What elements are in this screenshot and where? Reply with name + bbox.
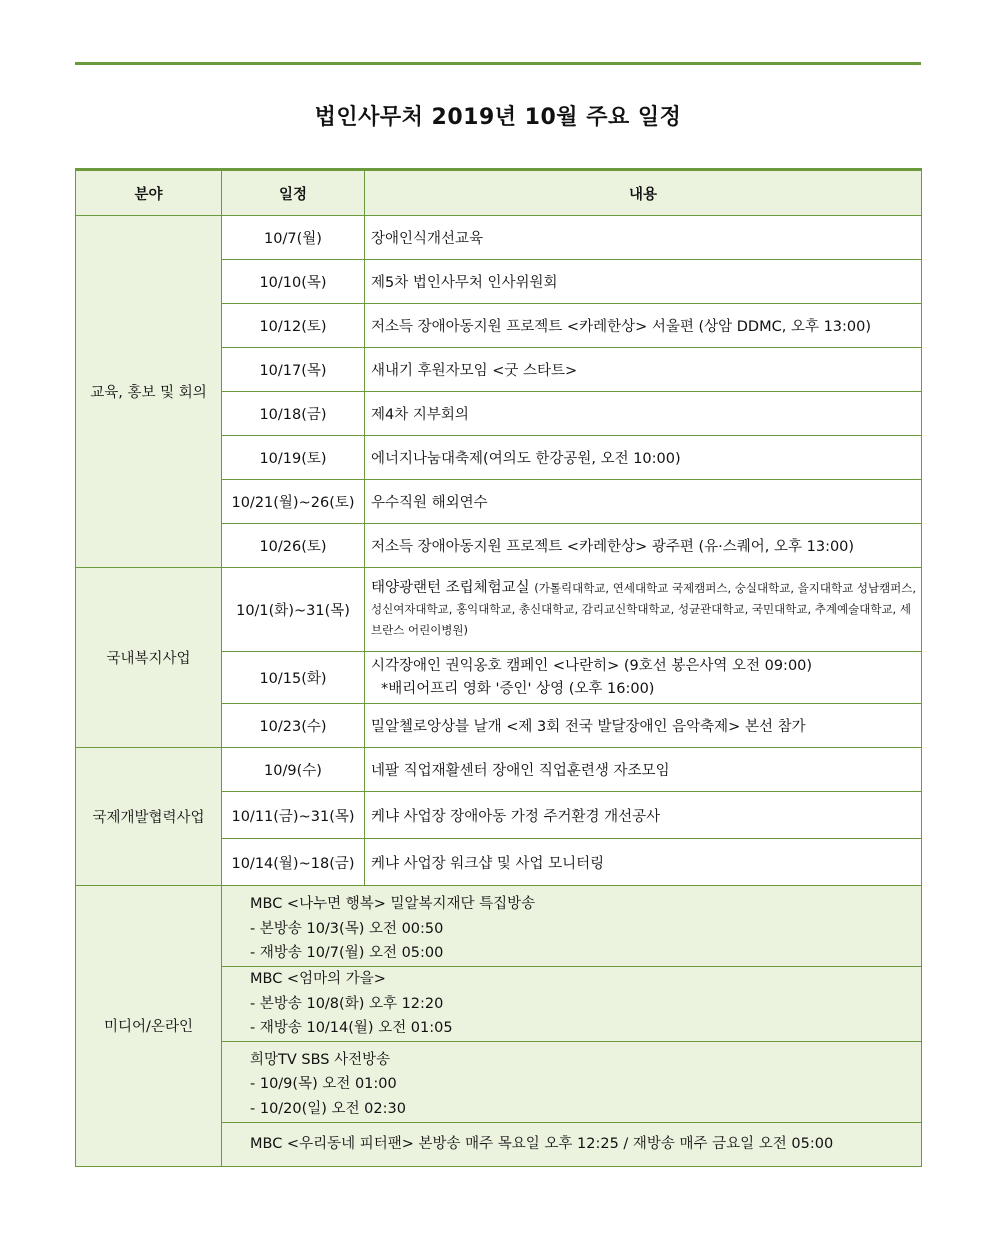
category-cell: 국내복지사업	[76, 568, 222, 748]
media-line: MBC <우리동네 피터팬> 본방송 매주 목요일 오후 12:25 / 재방송 매주 금요일 오전 05:00	[250, 1135, 834, 1152]
content-cell: 제5차 법인사무처 인사위원회	[365, 260, 922, 304]
top-rule	[75, 62, 921, 65]
content-cell: 케냐 사업장 워크샵 및 사업 모니터링	[365, 839, 922, 886]
media-line: MBC <나누면 행복> 밀알복지재단 특집방송	[250, 896, 536, 912]
media-line: - 재방송 10/7(월) 오전 05:00	[250, 945, 444, 961]
date-cell: 10/7(월)	[222, 216, 365, 260]
date-cell: 10/19(토)	[222, 436, 365, 480]
media-cell	[222, 886, 922, 967]
content-cell: 저소득 장애아동지원 프로젝트 <카레한상> 광주편 (유·스퀘어, 오후 13:00)	[365, 524, 922, 568]
table-row	[76, 748, 922, 792]
media-line: - 재방송 10/14(월) 오전 01:05	[250, 1020, 453, 1036]
content-cell	[365, 568, 922, 652]
date-cell: 10/17(목)	[222, 348, 365, 392]
category-cell: 교육, 홍보 및 회의	[76, 216, 222, 568]
date-cell: 10/21(월)~26(토)	[222, 480, 365, 524]
table-row	[76, 216, 922, 260]
category-cell: 국제개발협력사업	[76, 748, 222, 886]
content-cell: 케냐 사업장 장애아동 가정 주거환경 개선공사	[365, 792, 922, 839]
date-cell: 10/12(토)	[222, 304, 365, 348]
schedule-table	[75, 168, 922, 1167]
date-cell: 10/23(수)	[222, 704, 365, 748]
header-category: 분야	[76, 170, 222, 216]
date-cell: 10/10(목)	[222, 260, 365, 304]
content-line: 시각장애인 권익옹호 캠페인 <나란히> (9호선 봉은사역 오전 09:00)	[371, 657, 813, 674]
media-line: - 10/20(일) 오전 02:30	[250, 1100, 406, 1117]
content-cell: 네팔 직업재활센터 장애인 직업훈련생 자조모임	[365, 748, 922, 792]
content-cell: 새내기 후원자모임 <굿 스타트>	[365, 348, 922, 392]
table-row	[76, 568, 922, 652]
content-cell: 밀알첼로앙상블 날개 <제 3회 전국 발달장애인 음악축제> 본선 참가	[365, 704, 922, 748]
content-cell: 장애인식개선교육	[365, 216, 922, 260]
header-row	[76, 170, 922, 216]
content-cell	[365, 652, 922, 704]
date-cell: 10/1(화)~31(목)	[222, 568, 365, 652]
media-line: 희망TV SBS 사전방송	[250, 1051, 391, 1068]
content-cell: 우수직원 해외연수	[365, 480, 922, 524]
media-cell	[222, 1122, 922, 1166]
table-row	[76, 886, 922, 967]
date-cell: 10/15(화)	[222, 652, 365, 704]
content-cell: 제4차 지부회의	[365, 392, 922, 436]
media-cell	[222, 967, 922, 1042]
page-title: 법인사무처 2019년 10월 주요 일정	[314, 105, 682, 130]
content-cell: 저소득 장애아동지원 프로젝트 <카레한상> 서울편 (상암 DDMC, 오후 13:00)	[365, 304, 922, 348]
header-date: 일정	[222, 170, 365, 216]
media-cell	[222, 1041, 922, 1122]
media-line: - 10/9(목) 오전 01:00	[250, 1076, 397, 1092]
media-line: MBC <엄마의 가을>	[250, 971, 386, 987]
date-cell: 10/9(수)	[222, 748, 365, 792]
content-cell: 에너지나눔대축제(여의도 한강공원, 오전 10:00)	[365, 436, 922, 480]
media-line: - 본방송 10/8(화) 오후 12:20	[250, 995, 444, 1012]
date-cell: 10/14(월)~18(금)	[222, 839, 365, 886]
category-cell: 미디어/온라인	[76, 886, 222, 1167]
content-note: (가톨릭대학교, 연세대학교 국제캠퍼스, 숭실대학교, 을지대학교 성남캠퍼스, 성신여자대학교, 홍익대학교, 총신대학교, 감리교신학대학교, 성균관대학교, 국민대학교, 추계예술대학교, 세브란스 어린이병원)	[371, 581, 917, 637]
content-line: *배리어프리 영화 '증인' 상영 (오후 16:00)	[381, 680, 655, 697]
date-cell: 10/18(금)	[222, 392, 365, 436]
date-cell: 10/26(토)	[222, 524, 365, 568]
content-main: 태양광랜턴 조립체험교실	[371, 580, 530, 596]
date-cell: 10/11(금)~31(목)	[222, 792, 365, 839]
media-line: - 본방송 10/3(목) 오전 00:50	[250, 920, 444, 937]
header-content: 내용	[365, 170, 922, 216]
